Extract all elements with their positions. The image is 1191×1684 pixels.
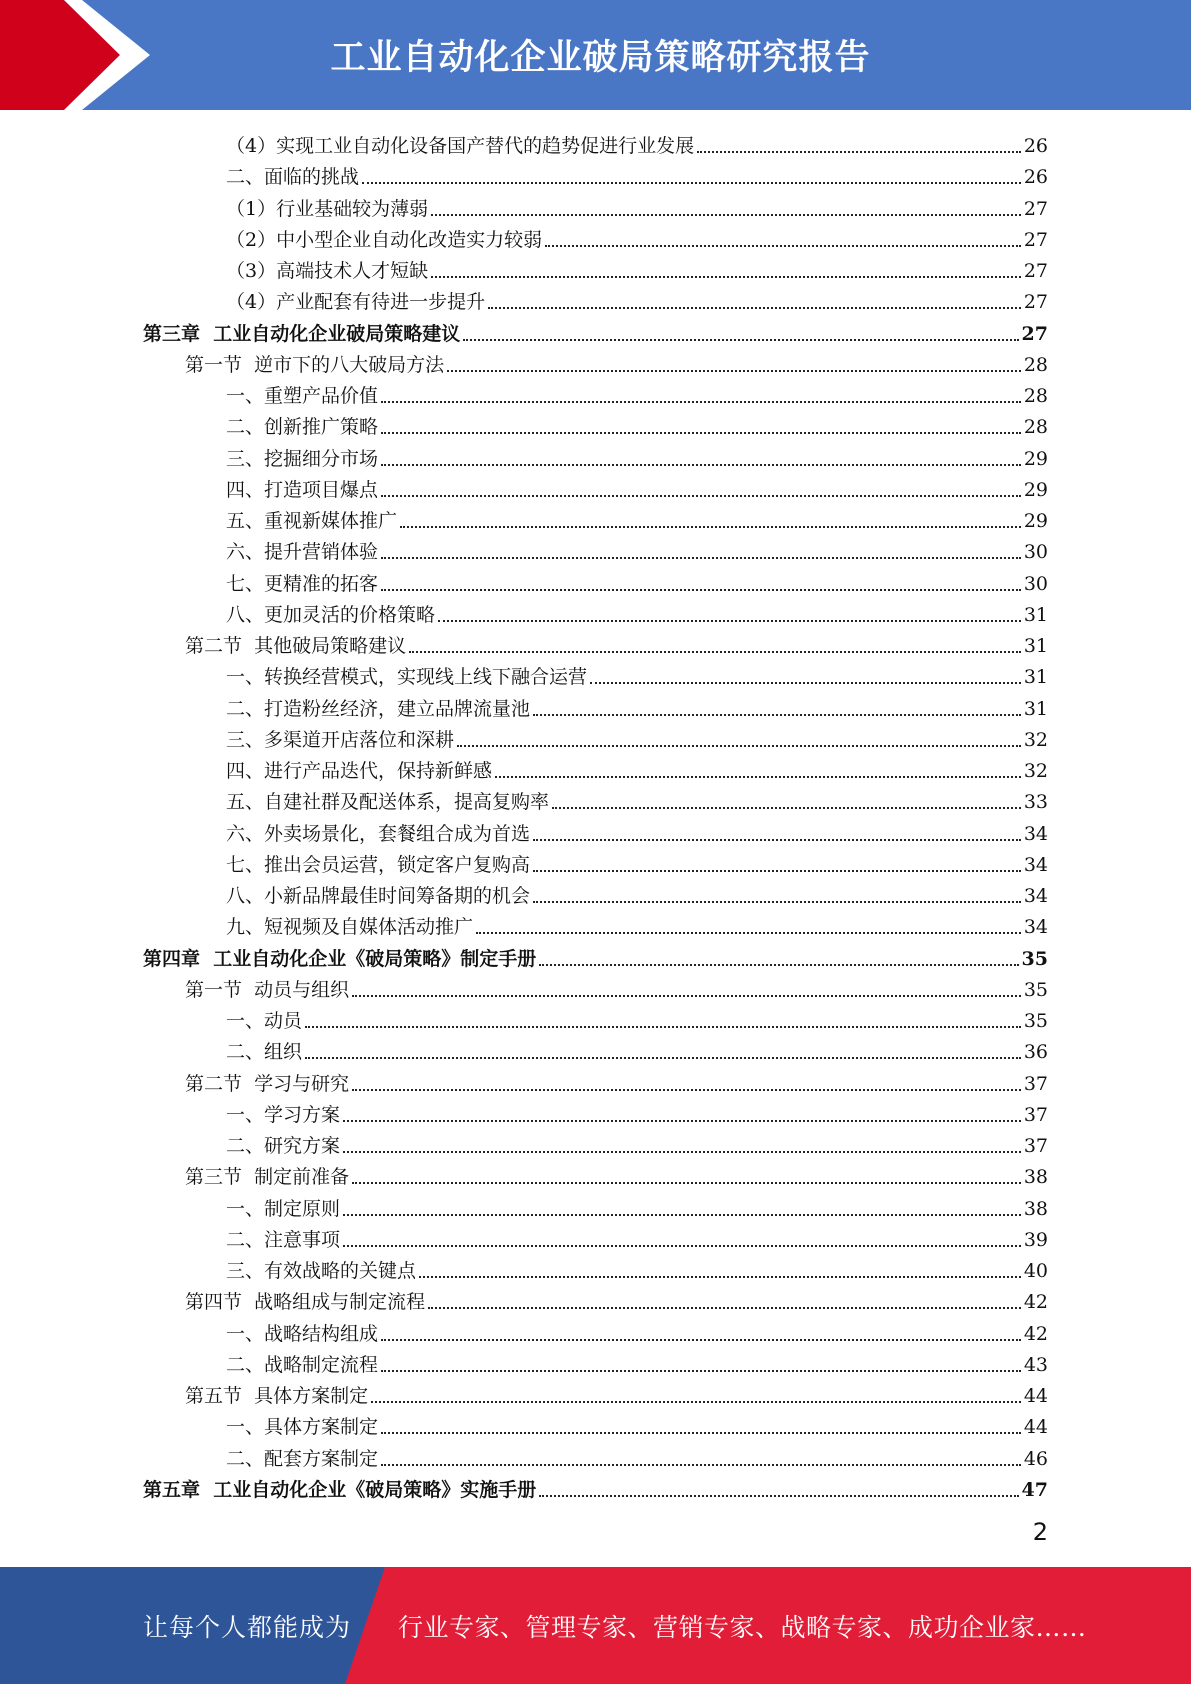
toc-subsection-entry[interactable] <box>226 253 1048 284</box>
toc-subsection-entry[interactable] <box>226 847 1048 878</box>
toc-dot-leader <box>381 1432 1021 1434</box>
toc-entry-page: 35 <box>1023 1010 1048 1032</box>
toc-dot-leader <box>533 901 1021 903</box>
toc-section-entry[interactable] <box>185 972 1048 1003</box>
toc-entry-page: 26 <box>1023 166 1048 188</box>
toc-entry-title: 八、小新品牌最佳时间筹备期的机会 <box>226 885 531 907</box>
toc-subsection-entry[interactable] <box>226 1222 1048 1253</box>
toc-dot-leader <box>409 651 1021 653</box>
toc-subsection-entry[interactable] <box>226 159 1048 190</box>
toc-subsection-entry[interactable] <box>226 1316 1048 1347</box>
toc-dot-leader <box>533 870 1021 872</box>
toc-entry-page: 36 <box>1023 1041 1048 1063</box>
toc-entry-page: 47 <box>1021 1479 1048 1501</box>
toc-entry-page: 38 <box>1023 1198 1048 1220</box>
toc-dot-leader <box>545 245 1021 247</box>
footer-slogan-right: 行业专家、管理专家、营销专家、战略专家、成功企业家…… <box>398 1612 1087 1642</box>
toc-entry-title: 五、重视新媒体推广 <box>226 510 398 532</box>
toc-dot-leader <box>539 1495 1018 1497</box>
toc-dot-leader <box>371 1401 1021 1403</box>
toc-dot-leader <box>343 1245 1021 1247</box>
toc-subsection-entry[interactable] <box>226 878 1048 909</box>
toc-subsection-entry[interactable] <box>226 503 1048 534</box>
toc-entry-page: 28 <box>1023 416 1048 438</box>
toc-dot-leader <box>305 1057 1021 1059</box>
toc-entry-page: 31 <box>1023 635 1048 657</box>
toc-entry-page: 44 <box>1023 1416 1048 1438</box>
toc-entry-title: 四、进行产品迭代，保持新鲜感 <box>226 760 493 782</box>
toc-dot-leader <box>381 557 1021 559</box>
toc-entry-page: 37 <box>1023 1135 1048 1157</box>
toc-dot-leader <box>447 370 1021 372</box>
toc-entry-title: 一、重塑产品价值 <box>226 385 379 407</box>
toc-subsection-entry[interactable] <box>226 284 1048 315</box>
toc-entry-title: （2）中小型企业自动化改造实力较弱 <box>226 229 543 251</box>
toc-entry-page: 39 <box>1023 1229 1048 1251</box>
toc-entry-title: 八、更加灵活的价格策略 <box>226 604 436 626</box>
toc-entry-title: 第三章 工业自动化企业破局策略建议 <box>143 323 461 345</box>
toc-dot-leader <box>533 839 1021 841</box>
toc-dot-leader <box>381 1339 1021 1341</box>
toc-entry-page: 35 <box>1023 979 1048 1001</box>
toc-subsection-entry[interactable] <box>226 659 1048 690</box>
toc-entry-title: 第二节 学习与研究 <box>185 1073 350 1095</box>
toc-dot-leader <box>381 401 1021 403</box>
toc-subsection-entry[interactable] <box>226 472 1048 503</box>
toc-subsection-entry[interactable] <box>226 753 1048 784</box>
toc-section-entry[interactable] <box>185 347 1048 378</box>
toc-dot-leader <box>381 1464 1021 1466</box>
toc-entry-page: 44 <box>1023 1385 1048 1407</box>
toc-dot-leader <box>400 526 1021 528</box>
toc-dot-leader <box>431 214 1021 216</box>
toc-entry-title: 六、外卖场景化，套餐组合成为首选 <box>226 823 531 845</box>
toc-subsection-entry[interactable] <box>226 191 1048 222</box>
toc-subsection-entry[interactable] <box>226 1409 1048 1440</box>
toc-dot-leader <box>343 1214 1021 1216</box>
toc-entry-page: 34 <box>1023 916 1048 938</box>
toc-subsection-entry[interactable] <box>226 1347 1048 1378</box>
toc-dot-leader <box>381 432 1021 434</box>
toc-dot-leader <box>381 464 1021 466</box>
toc-subsection-entry[interactable] <box>226 1003 1048 1034</box>
toc-dot-leader <box>343 1151 1021 1153</box>
toc-dot-leader <box>362 182 1021 184</box>
toc-dot-leader <box>343 1120 1021 1122</box>
toc-entry-page: 30 <box>1023 541 1048 563</box>
toc-entry-page: 27 <box>1023 260 1048 282</box>
toc-dot-leader <box>539 964 1018 966</box>
toc-entry-title: 第五章 工业自动化企业《破局策略》实施手册 <box>143 1479 537 1501</box>
toc-entry-page: 30 <box>1023 573 1048 595</box>
toc-entry-title: 第三节 制定前准备 <box>185 1166 350 1188</box>
toc-dot-leader <box>438 620 1021 622</box>
toc-entry-title: 一、战略结构组成 <box>226 1323 379 1345</box>
toc-dot-leader <box>495 776 1021 778</box>
toc-subsection-entry[interactable] <box>226 1253 1048 1284</box>
toc-section-entry[interactable] <box>185 1378 1048 1409</box>
toc-dot-leader <box>381 495 1021 497</box>
toc-entry-title: 六、提升营销体验 <box>226 541 379 563</box>
toc-entry-page: 32 <box>1023 760 1048 782</box>
toc-entry-title: 一、动员 <box>226 1010 303 1032</box>
toc-dot-leader <box>419 1276 1021 1278</box>
toc-subsection-entry[interactable] <box>226 534 1048 565</box>
toc-subsection-entry[interactable] <box>226 1191 1048 1222</box>
toc-subsection-entry[interactable] <box>226 1441 1048 1472</box>
toc-entry-page: 27 <box>1023 229 1048 251</box>
toc-entry-title: 第五节 具体方案制定 <box>185 1385 369 1407</box>
page-header <box>0 0 1191 110</box>
toc-entry-title: 九、短视频及自媒体活动推广 <box>226 916 474 938</box>
toc-entry-page: 31 <box>1023 666 1048 688</box>
toc-entry-page: 28 <box>1023 354 1048 376</box>
toc-entry-page: 32 <box>1023 729 1048 751</box>
toc-dot-leader <box>305 1026 1021 1028</box>
toc-entry-title: 二、配套方案制定 <box>226 1448 379 1470</box>
toc-entry-page: 34 <box>1023 854 1048 876</box>
toc-section-entry[interactable] <box>185 1284 1048 1315</box>
toc-section-entry[interactable] <box>185 1159 1048 1190</box>
toc-entry-title: 三、多渠道开店落位和深耕 <box>226 729 455 751</box>
toc-dot-leader <box>697 151 1021 153</box>
footer-slogan-left: 让每个人都能成为 <box>143 1612 352 1642</box>
toc-entry-page: 29 <box>1023 448 1048 470</box>
toc-entry-title: 二、组织 <box>226 1041 303 1063</box>
page-number: 2 <box>1032 1518 1048 1546</box>
toc-entry-title: （4）实现工业自动化设备国产替代的趋势促进行业发展 <box>226 135 695 157</box>
toc-dot-leader <box>352 995 1021 997</box>
toc-dot-leader <box>590 682 1021 684</box>
toc-dot-leader <box>381 589 1021 591</box>
toc-entry-page: 42 <box>1023 1291 1048 1313</box>
toc-subsection-entry[interactable] <box>226 909 1048 940</box>
toc-entry-page: 29 <box>1023 479 1048 501</box>
toc-entry-title: 二、创新推广策略 <box>226 416 379 438</box>
document-title: 工业自动化企业破局策略研究报告 <box>330 38 871 78</box>
toc-dot-leader <box>457 745 1021 747</box>
toc-dot-leader <box>476 932 1021 934</box>
toc-entry-title: 第四章 工业自动化企业《破局策略》制定手册 <box>143 948 537 970</box>
toc-entry-title: （3）高端技术人才短缺 <box>226 260 429 282</box>
toc-entry-page: 37 <box>1023 1073 1048 1095</box>
toc-entry-page: 34 <box>1023 885 1048 907</box>
toc-entry-page: 35 <box>1021 948 1048 970</box>
toc-entry-title: 第四节 战略组成与制定流程 <box>185 1291 426 1313</box>
toc-entry-page: 26 <box>1023 135 1048 157</box>
toc-dot-leader <box>352 1089 1021 1091</box>
toc-subsection-entry[interactable] <box>226 1128 1048 1159</box>
toc-entry-page: 27 <box>1023 291 1048 313</box>
toc-entry-page: 29 <box>1023 510 1048 532</box>
toc-entry-title: 三、有效战略的关键点 <box>226 1260 417 1282</box>
toc-entry-page: 43 <box>1023 1354 1048 1376</box>
toc-entry-page: 40 <box>1023 1260 1048 1282</box>
toc-chapter-entry[interactable] <box>143 941 1048 972</box>
toc-dot-leader <box>381 1370 1021 1372</box>
toc-entry-page: 38 <box>1023 1166 1048 1188</box>
toc-entry-title: 一、具体方案制定 <box>226 1416 379 1438</box>
toc-subsection-entry[interactable] <box>226 722 1048 753</box>
toc-entry-page: 27 <box>1021 323 1048 345</box>
toc-section-entry[interactable] <box>185 1066 1048 1097</box>
toc-entry-title: 二、研究方案 <box>226 1135 341 1157</box>
toc-subsection-entry[interactable] <box>226 597 1048 628</box>
toc-dot-leader <box>463 339 1018 341</box>
toc-entry-title: （4）产业配套有待进一步提升 <box>226 291 486 313</box>
toc-subsection-entry[interactable] <box>226 1034 1048 1065</box>
toc-subsection-entry[interactable] <box>226 128 1048 159</box>
toc-entry-title: 四、打造项目爆点 <box>226 479 379 501</box>
toc-entry-page: 33 <box>1023 791 1048 813</box>
toc-entry-page: 37 <box>1023 1104 1048 1126</box>
toc-entry-title: （1）行业基础较为薄弱 <box>226 198 429 220</box>
toc-entry-page: 34 <box>1023 823 1048 845</box>
toc-dot-leader <box>428 1307 1021 1309</box>
toc-subsection-entry[interactable] <box>226 691 1048 722</box>
toc-entry-page: 31 <box>1023 604 1048 626</box>
toc-entry-title: 五、自建社群及配送体系，提高复购率 <box>226 791 550 813</box>
toc-entry-title: 第二节 其他破局策略建议 <box>185 635 407 657</box>
toc-section-entry[interactable] <box>185 628 1048 659</box>
toc-entry-title: 一、制定原则 <box>226 1198 341 1220</box>
toc-subsection-entry[interactable] <box>226 1097 1048 1128</box>
toc-entry-title: 二、面临的挑战 <box>226 166 360 188</box>
toc-entry-title: 二、打造粉丝经济，建立品牌流量池 <box>226 698 531 720</box>
toc-subsection-entry[interactable] <box>226 816 1048 847</box>
toc-entry-page: 31 <box>1023 698 1048 720</box>
toc-entry-title: 二、战略制定流程 <box>226 1354 379 1376</box>
toc-entry-page: 28 <box>1023 385 1048 407</box>
toc-dot-leader <box>533 714 1021 716</box>
toc-dot-leader <box>488 307 1021 309</box>
toc-subsection-entry[interactable] <box>226 222 1048 253</box>
toc-subsection-entry[interactable] <box>226 784 1048 815</box>
toc-entry-page: 42 <box>1023 1323 1048 1345</box>
toc-chapter-entry[interactable] <box>143 1472 1048 1503</box>
toc-entry-title: 一、转换经营模式，实现线上线下融合运营 <box>226 666 588 688</box>
toc-entry-page: 27 <box>1023 198 1048 220</box>
toc-entry-title: 二、注意事项 <box>226 1229 341 1251</box>
toc-dot-leader <box>552 807 1021 809</box>
toc-entry-title: 一、学习方案 <box>226 1104 341 1126</box>
page-footer <box>0 1567 1191 1684</box>
toc-entry-title: 七、更精准的拓客 <box>226 573 379 595</box>
toc-entry-title: 第一节 动员与组织 <box>185 979 350 1001</box>
toc-subsection-entry[interactable] <box>226 409 1048 440</box>
toc-subsection-entry[interactable] <box>226 441 1048 472</box>
toc-entry-page: 46 <box>1023 1448 1048 1470</box>
toc-subsection-entry[interactable] <box>226 378 1048 409</box>
toc-dot-leader <box>352 1182 1021 1184</box>
toc-chapter-entry[interactable] <box>143 316 1048 347</box>
toc-dot-leader <box>431 276 1021 278</box>
toc-entry-title: 三、挖掘细分市场 <box>226 448 379 470</box>
toc-entry-title: 七、推出会员运营，锁定客户复购高 <box>226 854 531 876</box>
toc-subsection-entry[interactable] <box>226 566 1048 597</box>
toc-entry-title: 第一节 逆市下的八大破局方法 <box>185 354 445 376</box>
